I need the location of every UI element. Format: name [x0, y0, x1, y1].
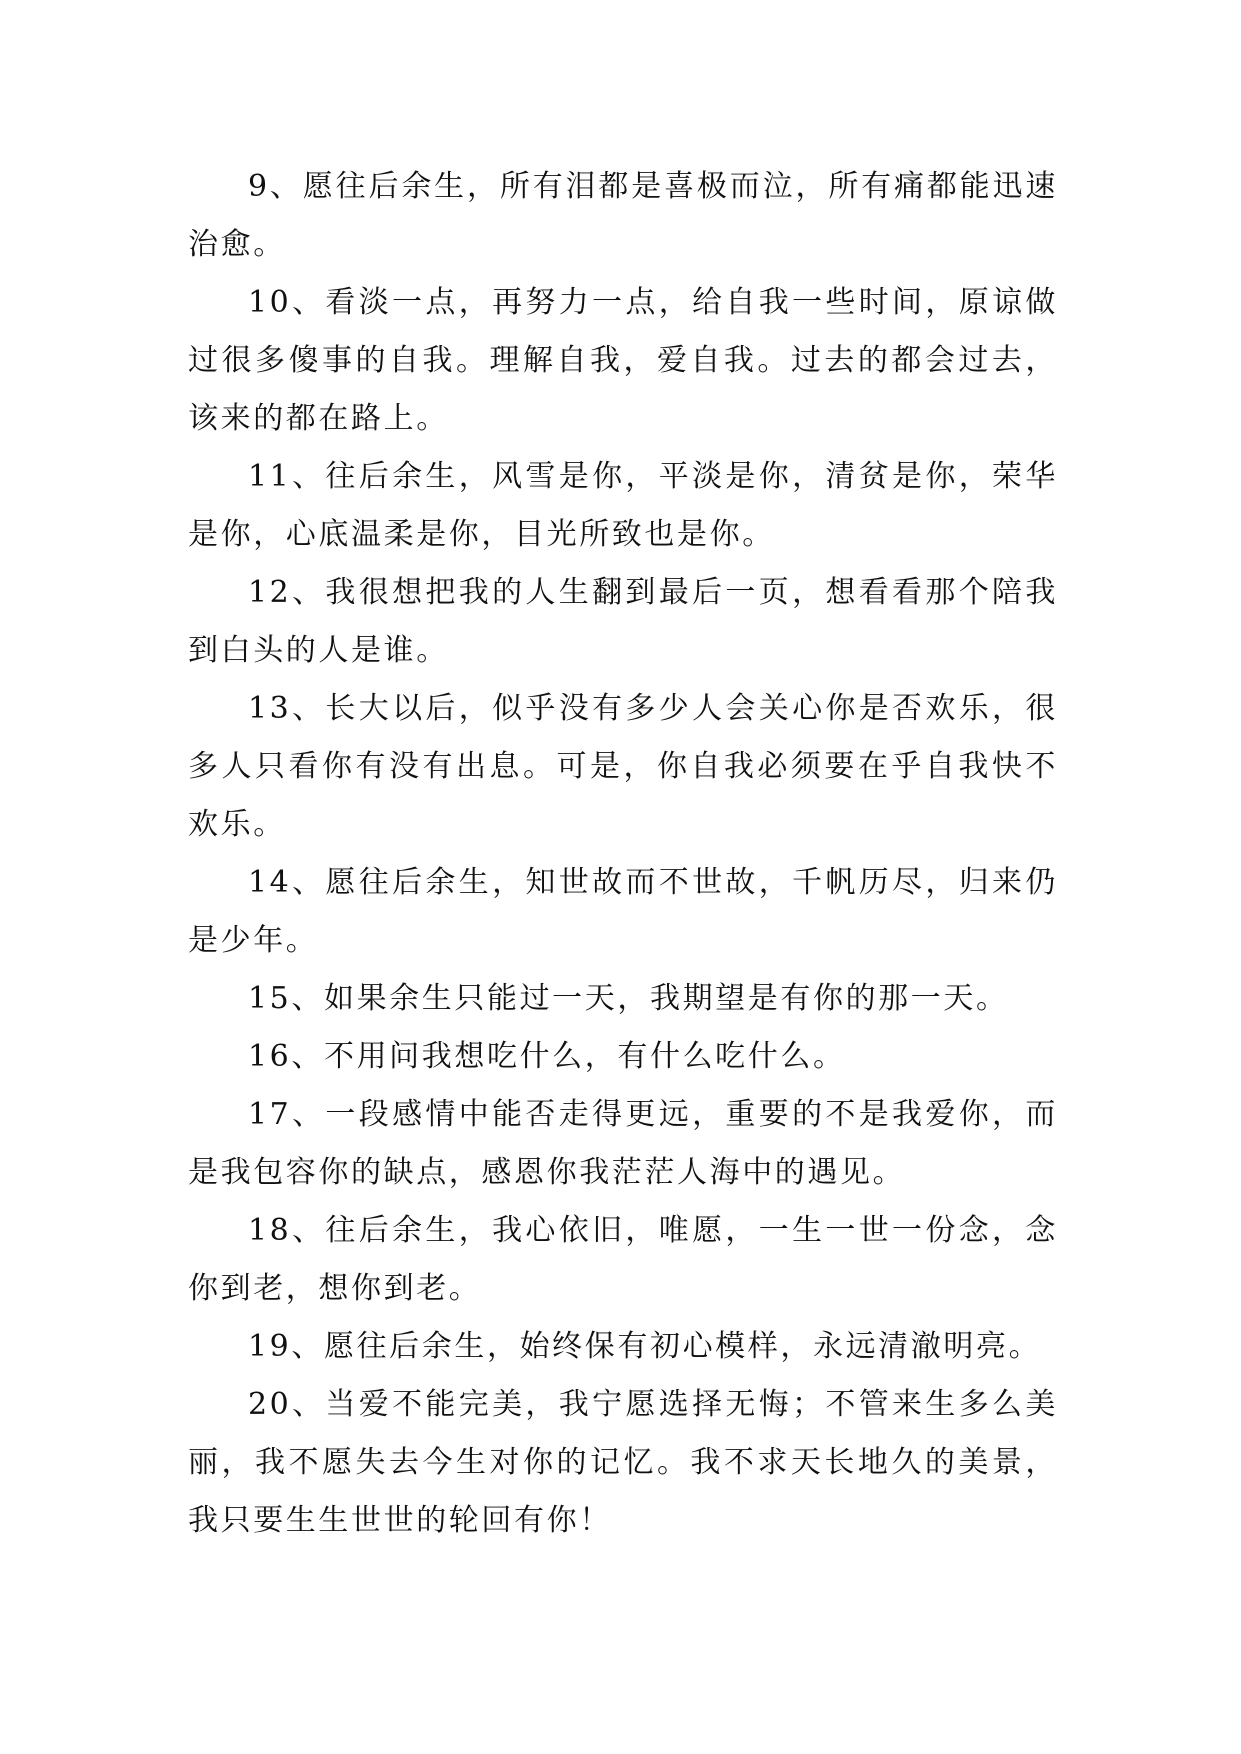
- paragraph-19: 19、愿往后余生，始终保有初心模样，永远清澈明亮。: [248, 1329, 1042, 1364]
- paragraph-18: 18、往后余生，我心依旧，唯愿，一生一世一份念，念你到老，想你到老。: [188, 1213, 1058, 1306]
- paragraph-13: 13、长大以后，似乎没有多少人会关心你是否欢乐，很多人只看你有没有出息。可是，你自我必须要在乎自我快不欢乐。: [188, 691, 1058, 842]
- paragraph-12: 12、我很想把我的人生翻到最后一页，想看看那个陪我到白头的人是谁。: [188, 575, 1058, 668]
- paragraph-17: 17、一段感情中能否走得更远，重要的不是我爱你，而是我包容你的缺点，感恩你我茫茫人海中的遇见。: [188, 1097, 1058, 1190]
- paragraph-11: 11、往后余生，风雪是你，平淡是你，清贫是你，荣华是你，心底温柔是你，目光所致也是你。: [188, 459, 1058, 552]
- paragraph-9: 9、愿往后余生，所有泪都是喜极而泣，所有痛都能迅速治愈。: [188, 169, 1058, 262]
- paragraph-10: 10、看淡一点，再努力一点，给自我一些时间，原谅做过很多傻事的自我。理解自我，爱自我。过去的都会过去，该来的都在路上。: [188, 285, 1058, 436]
- paragraph-20: 20、当爱不能完美，我宁愿选择无悔；不管来生多么美丽，我不愿失去今生对你的记忆。我不求天长地久的美景，我只要生生世世的轮回有你！: [188, 1387, 1058, 1538]
- paragraph-16: 16、不用问我想吃什么，有什么吃什么。: [248, 1039, 846, 1074]
- paragraph-14: 14、愿往后余生，知世故而不世故，千帆历尽，归来仍是少年。: [188, 865, 1058, 958]
- document-body: [188, 158, 1058, 1550]
- paragraph-15: 15、如果余生只能过一天，我期望是有你的那一天。: [248, 981, 1009, 1016]
